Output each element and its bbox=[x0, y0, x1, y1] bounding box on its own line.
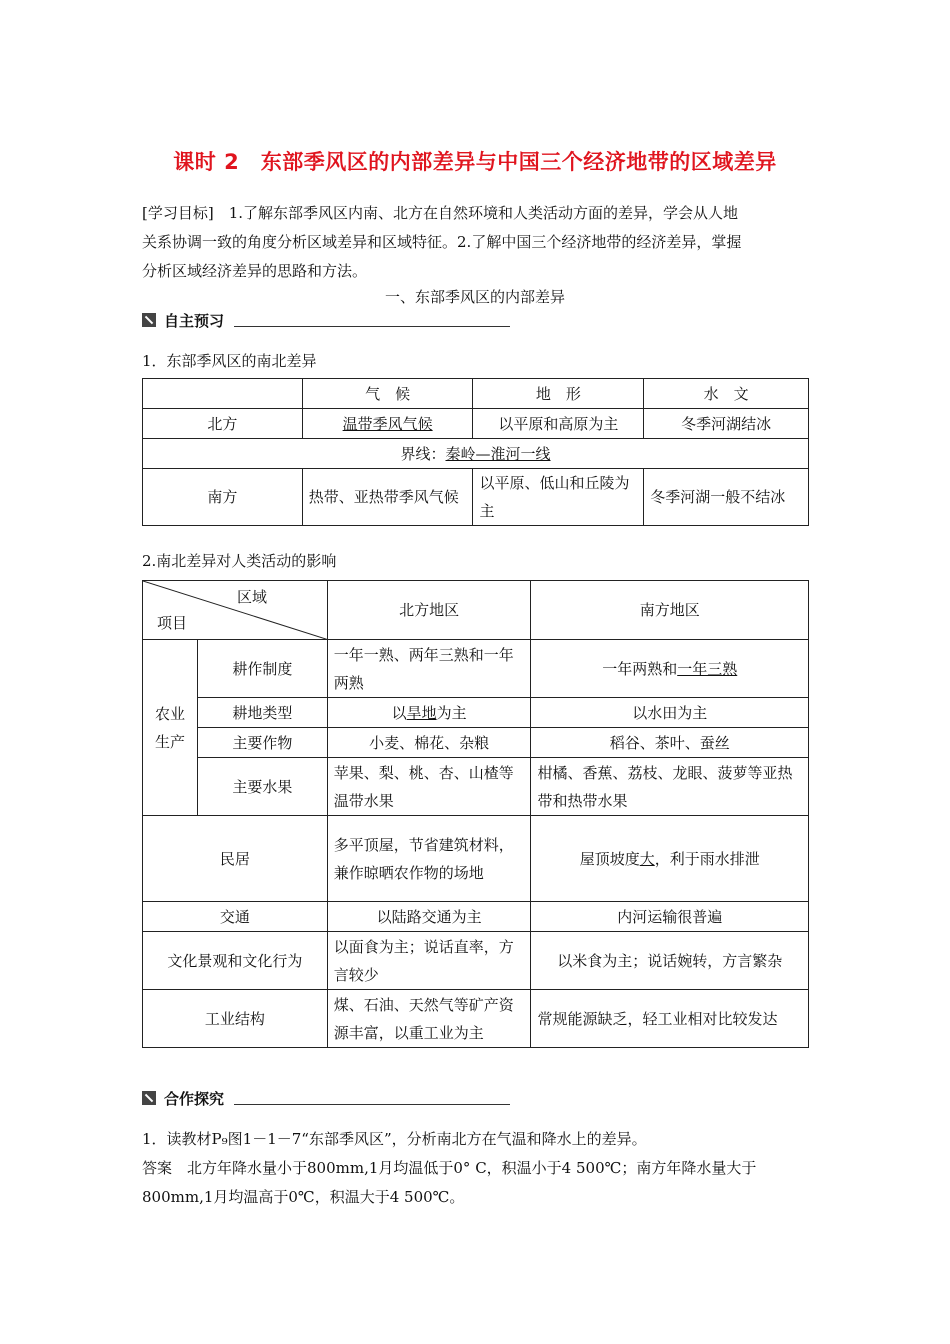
table-cell: 小麦、棉花、杂粮 bbox=[327, 728, 531, 758]
table-cell: 以水田为主 bbox=[531, 698, 809, 728]
table-row bbox=[143, 932, 809, 990]
table-cell: 以陆路交通为主 bbox=[327, 902, 531, 932]
table-row bbox=[143, 902, 809, 932]
table-row bbox=[143, 640, 809, 698]
lesson-title: 课时 2 东部季风区的内部差异与中国三个经济地带的区域差异 bbox=[173, 150, 777, 174]
objectives-line: 关系协调一致的角度分析区域差异和区域特征。2.了解中国三个经济地带的经济差异，掌握 bbox=[142, 233, 742, 251]
answer-line: 答案 北方年降水量小于800mm,1月均温低于0° C，积温小于4 500℃；南方年降水量大于 bbox=[142, 1159, 757, 1177]
table-row bbox=[143, 990, 809, 1048]
section-marker-icon bbox=[142, 1091, 156, 1105]
table-row bbox=[143, 758, 809, 816]
table-header: 南方地区 bbox=[531, 581, 809, 640]
table-cell: 苹果、梨、桃、杏、山楂等温带水果 bbox=[327, 758, 531, 816]
objectives-line: [学习目标] 1.了解东部季风区内南、北方在自然环境和人类活动方面的差异，学会从人地 bbox=[142, 204, 739, 222]
table-cell: 常规能源缺乏，轻工业相对比较发达 bbox=[531, 990, 809, 1048]
table-header: 气 候 bbox=[302, 379, 473, 409]
section-marker-icon bbox=[142, 313, 156, 327]
table-header: 北方地区 bbox=[327, 581, 531, 640]
table-cell bbox=[531, 816, 809, 902]
section-rule bbox=[234, 1104, 510, 1105]
boundary-cell bbox=[143, 439, 809, 469]
section-label: 合作探究 bbox=[164, 1089, 225, 1108]
table-header: 地 形 bbox=[473, 379, 644, 409]
table-human-activity-impact bbox=[142, 580, 809, 1048]
table-cell: 以面食为主；说话直率，方言较少 bbox=[327, 932, 531, 990]
coop-question bbox=[142, 1125, 812, 1212]
row-label: 交通 bbox=[143, 902, 328, 932]
row-label: 工业结构 bbox=[143, 990, 328, 1048]
boundary-prefix: 界线： bbox=[400, 444, 446, 463]
table-cell bbox=[143, 379, 303, 409]
cell-underlined: 一年三熟 bbox=[677, 659, 738, 678]
table-cell: 以平原和高原为主 bbox=[473, 409, 644, 439]
corner-label-region: 区域 bbox=[237, 588, 268, 606]
coop-question-text: 1．读教材P₉图1－1－7“东部季风区”，分析南北方在气温和降水上的差异。 bbox=[142, 1130, 647, 1148]
part1-heading: 一、东部季风区的内部差异 bbox=[384, 288, 565, 306]
table-cell: 煤、石油、天然气等矿产资源丰富，以重工业为主 bbox=[327, 990, 531, 1048]
table-row bbox=[143, 439, 809, 469]
table-cell bbox=[302, 409, 473, 439]
table-cell: 热带、亚热带季风气候 bbox=[302, 469, 473, 526]
cell-text: 以 bbox=[391, 703, 407, 722]
row-label: 主要水果 bbox=[197, 758, 327, 816]
row-label: 耕地类型 bbox=[197, 698, 327, 728]
table-row bbox=[143, 469, 809, 526]
table-row bbox=[143, 816, 809, 902]
table-cell bbox=[531, 640, 809, 698]
table-cell: 一年一熟、两年三熟和一年两熟 bbox=[327, 640, 531, 698]
row-label: 民居 bbox=[143, 816, 328, 902]
table-cell bbox=[327, 698, 531, 728]
q1-heading: 1．东部季风区的南北差异 bbox=[142, 352, 317, 370]
cell-underlined: 大 bbox=[639, 849, 655, 868]
section-header-coop bbox=[142, 1087, 510, 1109]
table-cell: 内河运输很普遍 bbox=[531, 902, 809, 932]
table-cell: 多平顶屋，节省建筑材料，兼作晾晒农作物的场地 bbox=[327, 816, 531, 902]
table-row bbox=[143, 728, 809, 758]
table-cell: 以平原、低山和丘陵为主 bbox=[473, 469, 644, 526]
boundary-value: 秦岭—淮河一线 bbox=[445, 444, 551, 463]
section-rule bbox=[234, 326, 510, 327]
row-label: 文化景观和文化行为 bbox=[143, 932, 328, 990]
section-header-self-study bbox=[142, 309, 510, 331]
row-label-south: 南方 bbox=[143, 469, 303, 526]
corner-label-item: 项目 bbox=[157, 614, 188, 632]
table-cell: 柑橘、香蕉、荔枝、龙眼、菠萝等亚热带和热带水果 bbox=[531, 758, 809, 816]
row-label: 主要作物 bbox=[197, 728, 327, 758]
cell-text: 为主 bbox=[436, 703, 467, 722]
table-cell: 冬季河湖结冰 bbox=[644, 409, 809, 439]
cell-text: ，利于雨水排泄 bbox=[654, 849, 760, 868]
row-label-north: 北方 bbox=[143, 409, 303, 439]
corner-cell bbox=[143, 581, 328, 640]
table-cell: 冬季河湖一般不结冰 bbox=[644, 469, 809, 526]
learning-objectives bbox=[142, 199, 812, 286]
table-cell: 稻谷、茶叶、蚕丝 bbox=[531, 728, 809, 758]
cell-text: 屋顶坡度 bbox=[579, 849, 640, 868]
objectives-line: 分析区域经济差异的思路和方法。 bbox=[142, 262, 368, 280]
agri-label: 农业生产 bbox=[143, 640, 198, 816]
table-header: 水 文 bbox=[644, 379, 809, 409]
table-row bbox=[143, 698, 809, 728]
section-label: 自主预习 bbox=[164, 311, 225, 330]
table-north-south-differences bbox=[142, 378, 809, 526]
table-row bbox=[143, 409, 809, 439]
table-row bbox=[143, 379, 809, 409]
cell-underlined: 旱地 bbox=[406, 703, 437, 722]
row-label: 耕作制度 bbox=[197, 640, 327, 698]
north-climate: 温带季风气候 bbox=[342, 414, 433, 433]
table-cell: 以米食为主；说话婉转，方言繁杂 bbox=[531, 932, 809, 990]
cell-text: 一年两熟和 bbox=[602, 659, 678, 678]
table-row bbox=[143, 581, 809, 640]
answer-line: 800mm,1月均温高于0℃，积温大于4 500℃。 bbox=[142, 1188, 465, 1206]
q2-heading: 2.南北差异对人类活动的影响 bbox=[142, 552, 337, 570]
